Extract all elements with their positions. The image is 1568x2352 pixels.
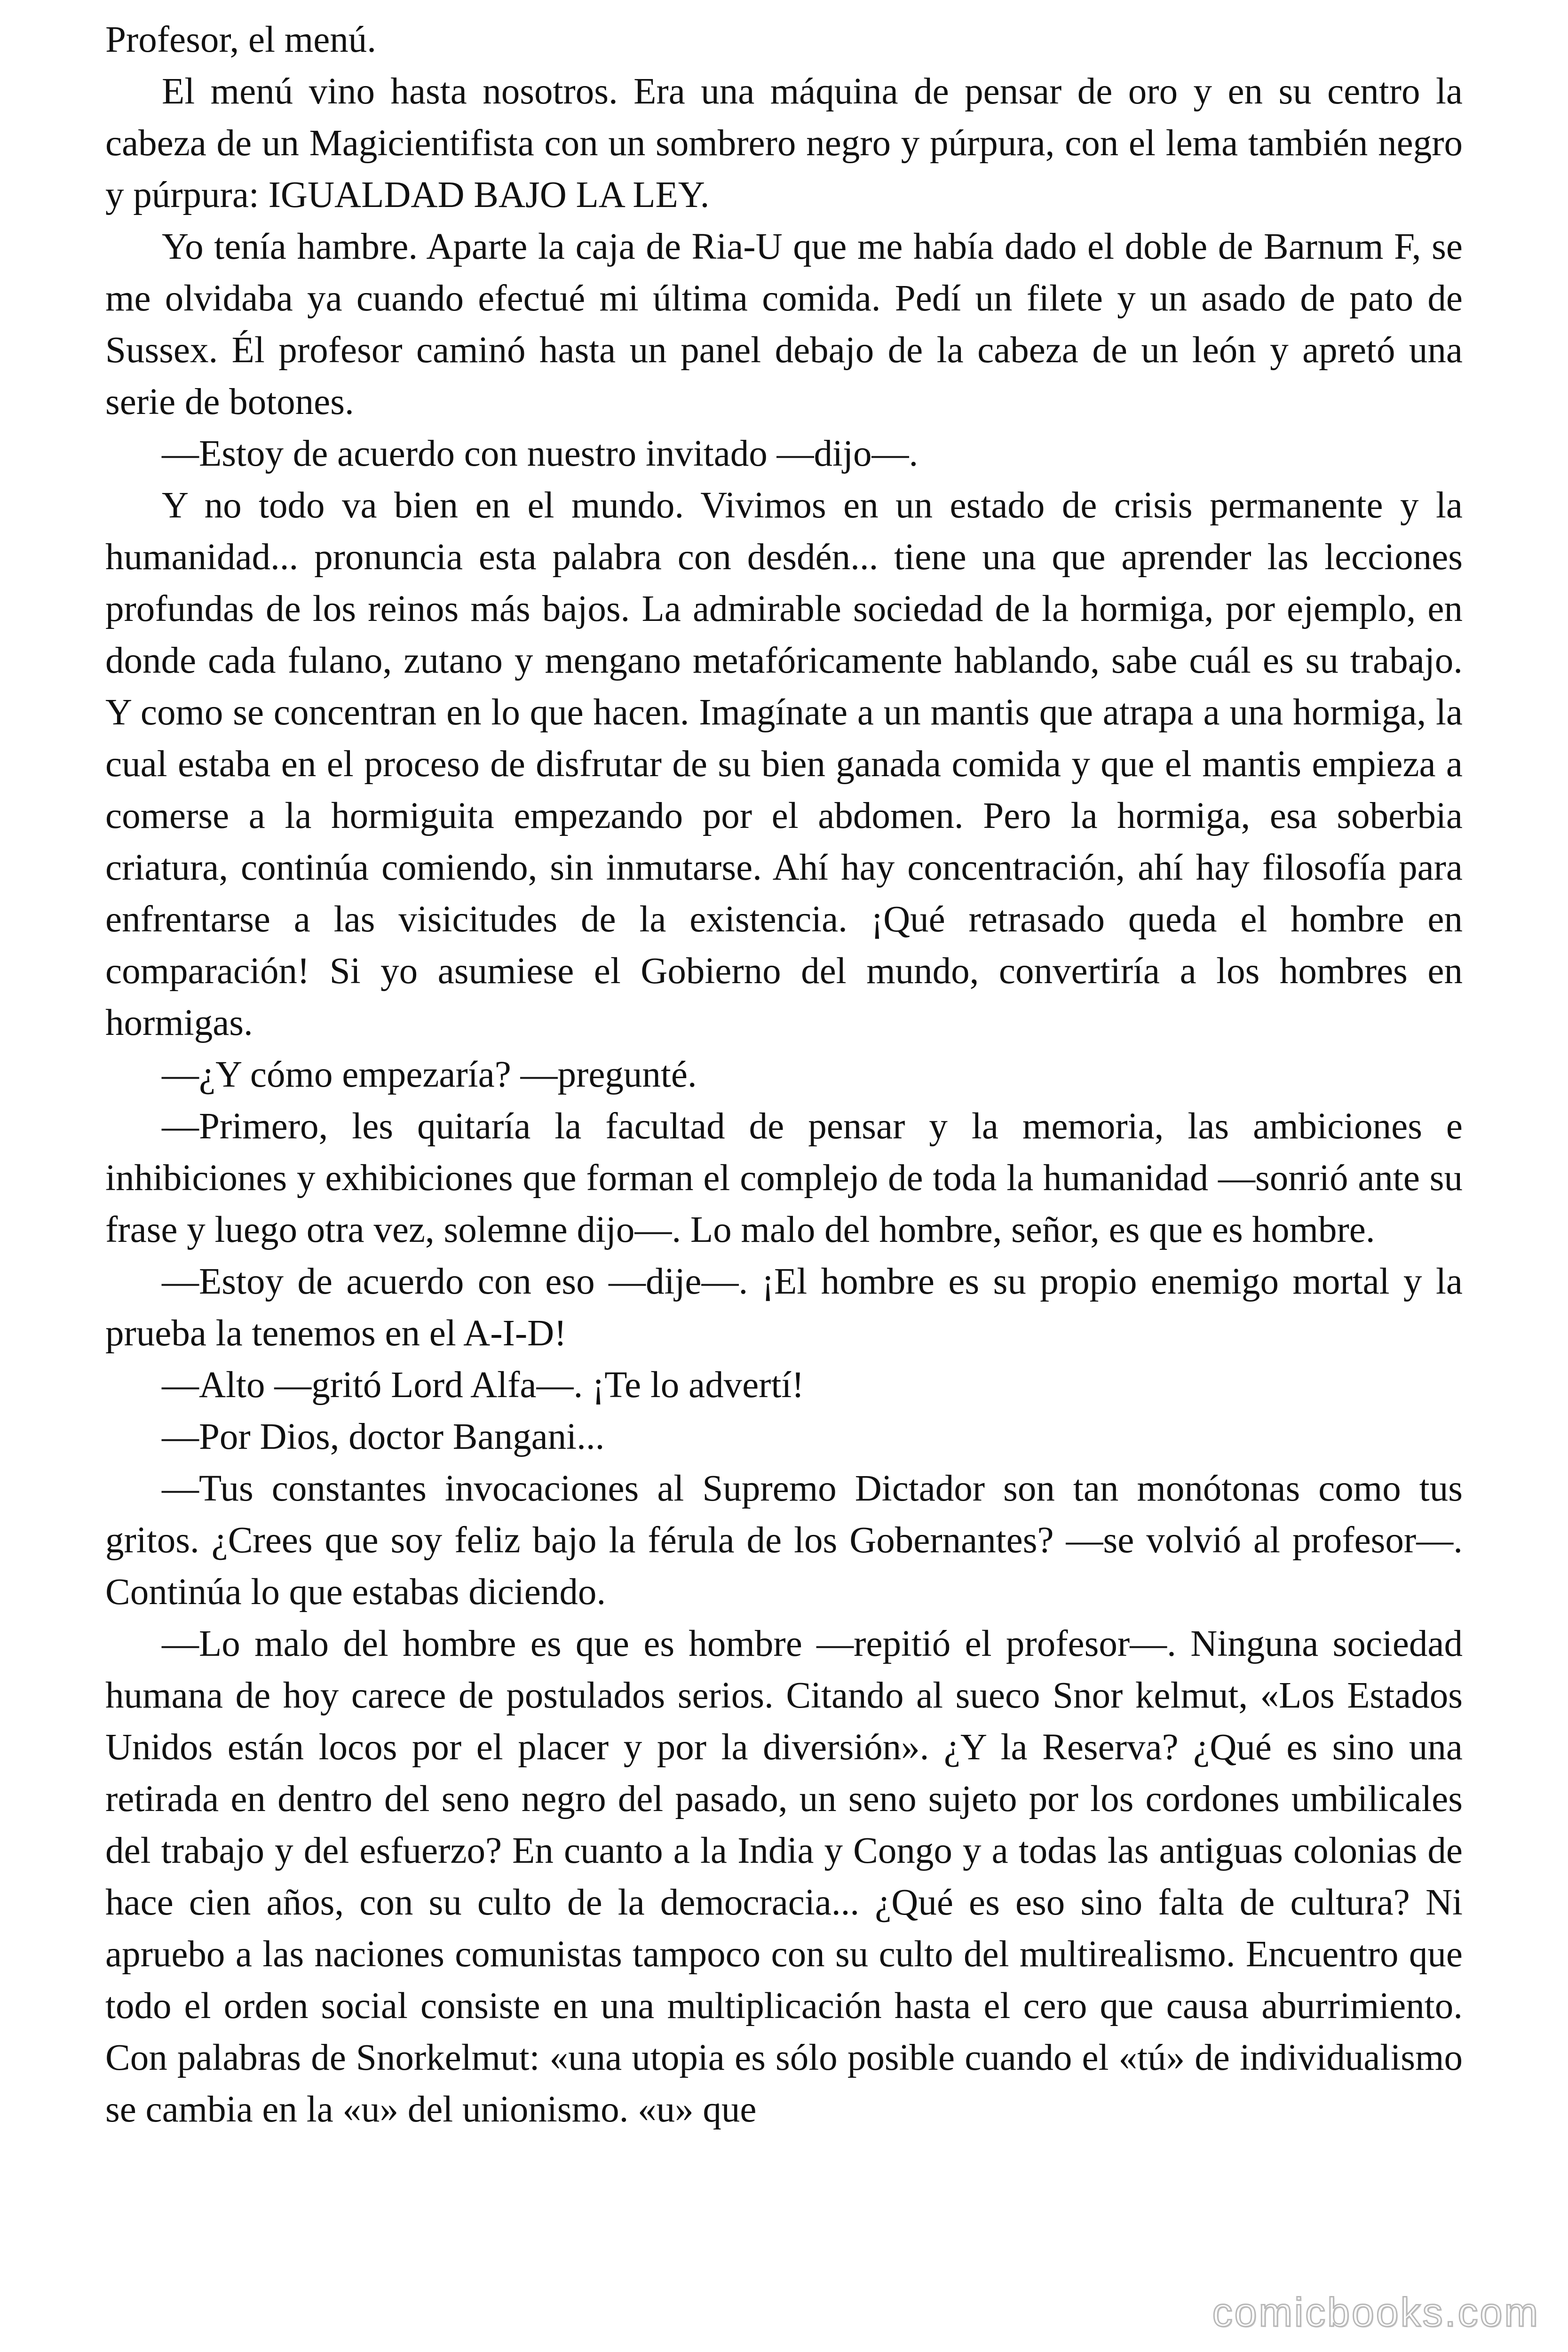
paragraph: —¿Y cómo empezaría? —pregunté. [162,1054,697,1095]
paragraph: Profesor, el menú. [105,19,377,60]
paragraph: Y no todo va bien en el mundo. Vivimos en un estado de crisis permanente y la humanidad... pronuncia esta palabra con desdén... tiene una que aprender las lecciones profundas de los reinos más bajos. La admirable sociedad de la hormiga, por ejemplo, en donde cada fulano, zutano y mengano metafóricamente hablando, sabe cuál es su trabajo. Y como se concentran en lo que hacen. Imagínate a un mantis que atrapa a una hormiga, la cual estaba en el proceso de disfrutar de su bien ganada comida y que el mantis empieza a comerse a la hormiguita empezando por el abdomen. Pero la hormiga, esa soberbia criatura, continúa comiendo, sin inmutarse. Ahí hay concentración, ahí hay filosofía para enfrentarse a las visicitudes de la existencia. ¡Qué retrasado queda el hombre en comparación! Si yo asumiese el Gobierno del mundo, convertiría a los hombres en hormigas. [105,485,1463,1043]
paragraph: —Lo malo del hombre es que es hombre —repitió el profesor—. Ninguna sociedad humana de hoy carece de postulados serios. Citando al sueco Snor kelmut, «Los Estados Unidos están locos por el placer y por la diversión». ¿Y la Reserva? ¿Qué es sino una retirada en dentro del seno negro del pasado, un seno sujeto por los cordones umbilicales del trabajo y del esfuerzo? En cuanto a la India y Congo y a todas las antiguas colonias de hace cien años, con su culto de la democracia... ¿Qué es eso sino falta de cultura? Ni apruebo a las naciones comunistas tampoco con su culto del multirealismo. Encuentro que todo el orden social consiste en una multiplicación hasta el cero que causa aburrimiento. Con palabras de Snorkelmut: «una utopia es sólo posible cuando el «tú» de individualismo se cambia en la «u» del unionismo. «u» que [105,1623,1463,2130]
paragraph: —Por Dios, doctor Bangani... [162,1416,605,1457]
paragraph: —Alto —gritó Lord Alfa—. ¡Te lo advertí! [162,1365,804,1406]
paragraph: —Estoy de acuerdo con eso —dije—. ¡El hombre es su propio enemigo mortal y la prueba la tenemos en el A-I-D! [105,1261,1463,1354]
watermark: comicbooks.com [1212,2290,1540,2335]
paragraph: —Estoy de acuerdo con nuestro invitado —dijo—. [162,433,919,474]
paragraph: El menú vino hasta nosotros. Era una máquina de pensar de oro y en su centro la cabeza de un Magicientifista con un sombrero negro y púrpura, con el lema también negro y púrpura: IGUALDAD BAJO LA LEY. [105,71,1463,215]
paragraph: —Primero, les quitaría la facultad de pensar y la memoria, las ambiciones e inhibiciones y exhibiciones que forman el complejo de toda la humanidad —sonrió ante su frase y luego otra vez, solemne dijo—. Lo malo del hombre, señor, es que es hombre. [105,1106,1463,1250]
paragraph: —Tus constantes invocaciones al Supremo Dictador son tan monótonas como tus gritos. ¿Crees que soy feliz bajo la férula de los Gobernantes? —se volvió al profesor—. Continúa lo que estabas diciendo. [105,1468,1463,1613]
body-text [105,14,1463,2136]
paragraph: Yo tenía hambre. Aparte la caja de Ria-U que me había dado el doble de Barnum F, se me olvidaba ya cuando efectué mi última comida. Pedí un filete y un asado de pato de Sussex. Él profesor caminó hasta un panel debajo de la cabeza de un león y apretó una serie de botones. [105,226,1463,422]
